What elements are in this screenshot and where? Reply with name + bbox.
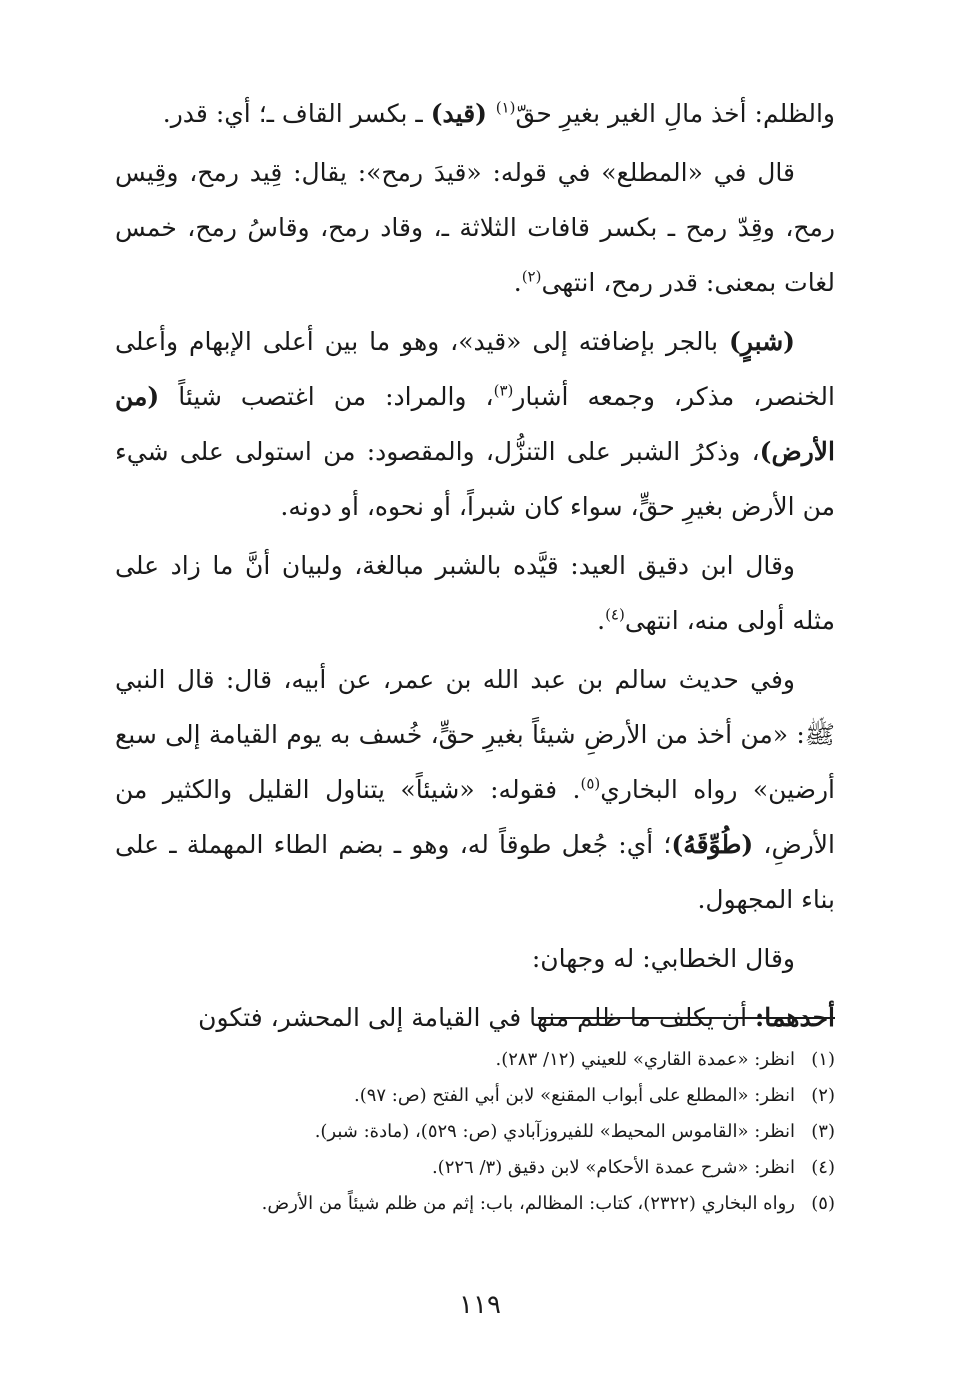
paragraph-1 bbox=[115, 86, 835, 141]
footnote-ref-2[interactable]: (٢) bbox=[521, 267, 542, 286]
paragraph-text: وقال الخطابي: له وجهان: bbox=[531, 944, 795, 973]
footnote-text: انظر: «شرح عمدة الأحكام» لابن دقيق (٣/ ٢٢٦). bbox=[431, 1157, 795, 1178]
footnote-separator bbox=[538, 1017, 835, 1019]
footnote-ref-3[interactable]: (٣) bbox=[493, 381, 514, 400]
paragraph-text: ؛ أي: جُعل طوقاً له، وهو ـ بضم الطاء المهملة ـ على بناء المجهول. bbox=[115, 830, 835, 914]
paragraph-5 bbox=[115, 652, 835, 927]
paragraph-text: . bbox=[513, 268, 522, 297]
footnote-text: رواه البخاري (٢٣٢٢)، كتاب: المظالم، باب: إثم من ظلم شيئاً من الأرض. bbox=[261, 1193, 795, 1214]
footnote-ref-1[interactable]: (١) bbox=[495, 98, 516, 117]
bold-term-shibr: (شبرٍ) bbox=[729, 327, 795, 356]
paragraph-text: . bbox=[597, 606, 606, 635]
footnote-text: انظر: «عمدة القاري» للعيني (١٢/ ٢٨٣). bbox=[495, 1049, 795, 1070]
paragraph-text: . فقوله: «شيئاً» يتناول القليل والكثير من الأرضِ، bbox=[115, 775, 835, 859]
footnote-4 bbox=[125, 1150, 835, 1186]
paragraph-text: وقال ابن دقيق العيد: قيَّده بالشبر مبالغة، ولبيان أنَّ ما زاد على مثله أولى منه، انتهى bbox=[115, 551, 835, 635]
footnote-number: (٤) bbox=[811, 1157, 835, 1178]
footnote-5 bbox=[125, 1186, 835, 1222]
paragraph-text: قال في «المطلع» في قوله: «قيدَ رمح»: يقال: قِيد رمح، وقِيس رمح، وقِدّ رمح ـ بكسر قافات الثلاثة ـ، وقاد رمح، وقاسُ رمح، خمس لغات بمعنى: قدر رمح، انتهى bbox=[115, 158, 835, 297]
paragraph-text: بالجر بإضافته إلى «قيد»، وهو ما بين أعلى الإبهام وأعلى الخنصر، مذكر، وجمعه أشبار bbox=[115, 327, 835, 411]
paragraph-3 bbox=[115, 314, 835, 534]
footnote-2 bbox=[125, 1078, 835, 1114]
footnote-number: (٥) bbox=[811, 1193, 835, 1214]
footnote-ref-4[interactable]: (٤) bbox=[605, 605, 625, 624]
paragraph-text: ، والمراد: من اغتصب شيئاً bbox=[159, 382, 494, 411]
paragraph-6 bbox=[115, 931, 835, 986]
footnotes bbox=[125, 1042, 835, 1222]
bold-term-tuwwiqahu: (طُوِّقَهُ) bbox=[671, 830, 754, 859]
paragraph-text: وفي حديث سالم بن عبد الله بن عمر، عن أبيه، قال: قال النبي ﷺ: «من أخذ من الأرضِ شيئاً بغيرِ حقٍّ، خُسف به يوم القيامة إلى سبع أرضين» رواه البخاري bbox=[115, 665, 836, 804]
bold-term-ahaduhuma: أحدهما: bbox=[754, 1003, 835, 1032]
footnote-number: (٣) bbox=[811, 1121, 835, 1142]
footnote-ref-5[interactable]: (٥) bbox=[580, 774, 601, 793]
footnote-text: انظر: «القاموس المحيط» للفيروزآبادي (ص: ٥٢٩)، (مادة: شبر). bbox=[314, 1121, 795, 1142]
paragraph-4 bbox=[115, 538, 835, 648]
page-number: ١١٩ bbox=[459, 1290, 501, 1320]
paragraph-text: أن يكلف ما ظلم منها في القيامة إلى المحشر، فتكون bbox=[198, 1003, 755, 1032]
paragraph-2 bbox=[115, 145, 835, 310]
main-text bbox=[115, 86, 835, 1049]
paragraph-text: ـ بكسر القاف ـ؛ أي: قدر. bbox=[162, 99, 431, 128]
paragraph-text: ، وذكرُ الشبر على التنزُّل، والمقصود: من استولى على شيء من الأرض بغيرِ حقٍّ، سواء كان شبراً، أو نحوه، أو دونه. bbox=[115, 437, 835, 521]
footnote-number: (١) bbox=[811, 1049, 835, 1070]
bold-term-qayd: (قيد) bbox=[430, 99, 496, 128]
footnote-1 bbox=[125, 1042, 835, 1078]
bold-term-min-al-ard: (من الأرض) bbox=[115, 382, 835, 466]
footnote-text: انظر: «المطلع على أبواب المقنع» لابن أبي الفتح (ص: ٩٧). bbox=[353, 1085, 795, 1106]
footnote-3 bbox=[125, 1114, 835, 1150]
paragraph-text: والظلم: أخذ مالِ الغير بغيرِ حقّ bbox=[515, 99, 835, 128]
footnote-number: (٢) bbox=[811, 1085, 835, 1106]
